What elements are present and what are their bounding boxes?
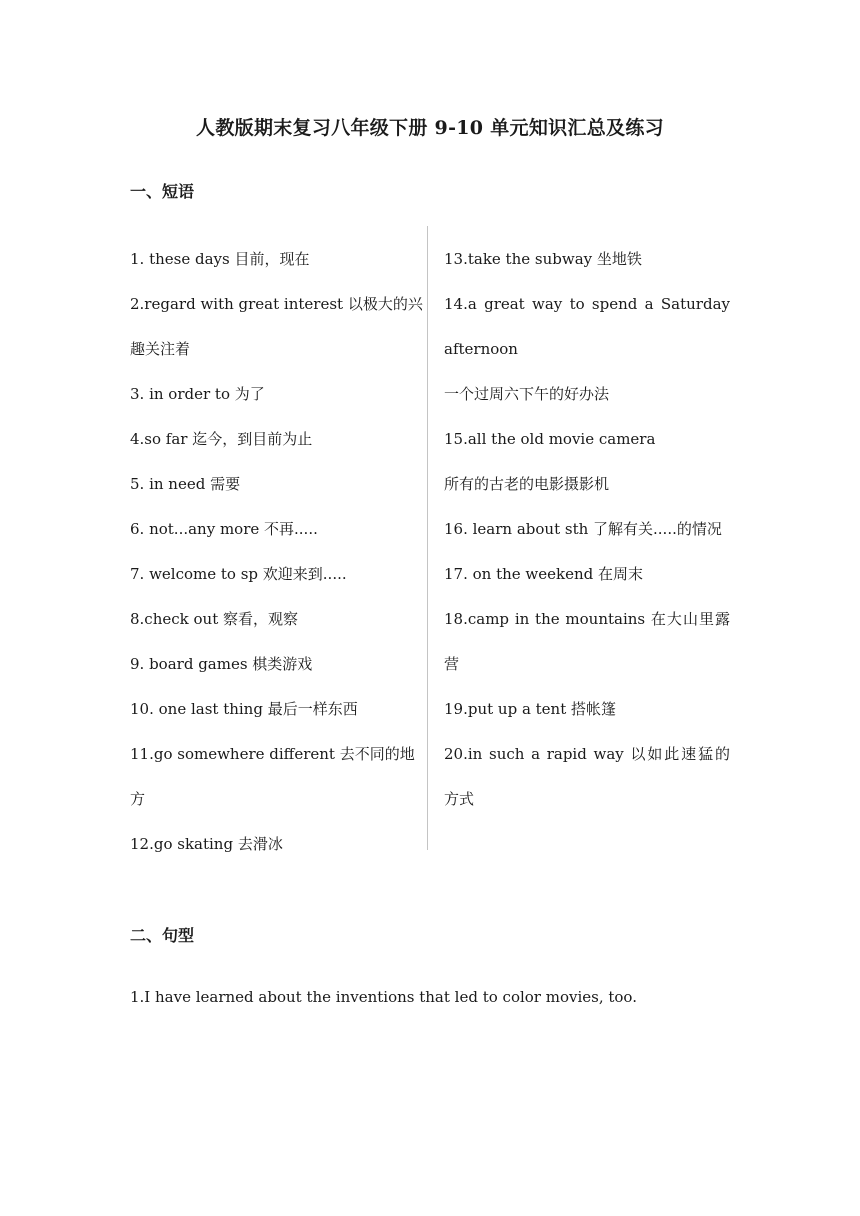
phrase-line: 18.camp in the mountains 在大山里露 xyxy=(444,610,730,628)
phrase-line: 14.a great way to spend a Saturday xyxy=(444,295,730,313)
phrase-line: 4.so far 迄今，到目前为止 xyxy=(130,430,313,448)
section-heading-phrases: 一、短语 xyxy=(130,182,195,201)
phrase-line: 20.in such a rapid way 以如此速猛的 xyxy=(444,745,730,763)
phrase-line: 15.all the old movie camera xyxy=(444,430,656,448)
phrase-line: 10. one last thing 最后一样东西 xyxy=(130,700,358,718)
phrase-line: afternoon xyxy=(444,340,518,358)
phrase-line: 5. in need 需要 xyxy=(130,475,241,493)
phrase-line: 16. learn about sth 了解有关.....的情况 xyxy=(444,520,722,538)
sentence-line: 1.I have learned about the inventions that led to color movies, too. xyxy=(130,988,637,1006)
phrase-column-right xyxy=(428,226,744,850)
phrase-line: 11.go somewhere different 去不同的地 xyxy=(130,745,415,763)
phrase-line: 1. these days 目前，现在 xyxy=(130,250,310,268)
phrase-line: 方 xyxy=(130,790,146,808)
phrase-line: 2.regard with great interest 以极大的兴 xyxy=(130,295,423,313)
phrase-line: 17. on the weekend 在周末 xyxy=(444,565,644,583)
phrase-line: 13.take the subway 坐地铁 xyxy=(444,250,642,268)
section-heading-sentences: 二、句型 xyxy=(130,926,195,945)
phrase-column-left xyxy=(118,226,428,853)
phrase-line: 9. board games 棋类游戏 xyxy=(130,655,313,673)
phrase-line: 3. in order to 为了 xyxy=(130,385,265,403)
phrase-line: 7. welcome to sp 欢迎来到..... xyxy=(130,565,347,583)
phrase-line: 所有的古老的电影摄影机 xyxy=(444,475,610,493)
phrase-line: 营 xyxy=(444,655,460,673)
phrase-line: 一个过周六下午的好办法 xyxy=(444,385,610,403)
page-title: 人教版期末复习八年级下册 9-10 单元知识汇总及练习 xyxy=(196,117,664,139)
phrase-line: 趣关注着 xyxy=(130,340,191,358)
phrase-line: 6. not...any more 不再..... xyxy=(130,520,318,538)
phrase-table xyxy=(118,226,744,853)
phrase-line: 8.check out 察看，观察 xyxy=(130,610,298,628)
phrase-line: 方式 xyxy=(444,790,475,808)
phrase-line: 12.go skating 去滑冰 xyxy=(130,835,283,853)
phrase-line: 19.put up a tent 搭帐篷 xyxy=(444,700,617,718)
